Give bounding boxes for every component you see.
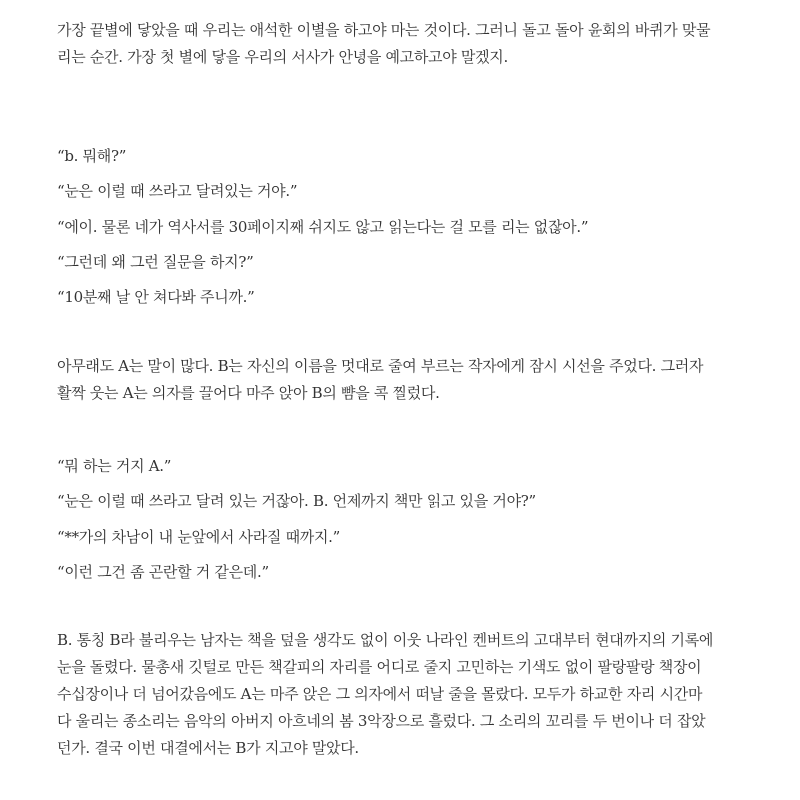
dialogue-line: “눈은 이럴 때 쓰라고 달려 있는 거잖아. B. 언제까지 책만 읽고 있을 거야?”	[57, 492, 536, 510]
paragraph-line: 활짝 웃는 A는 의자를 끌어다 마주 앉아 B의 뺨을 콕 찔렀다.	[57, 384, 440, 402]
paragraph-line: B. 통칭 B라 불리우는 남자는 책을 덮을 생각도 없이 이웃 나라인 켄버트의 고대부터 현대까지의 기록에	[57, 631, 714, 649]
middle-paragraph	[57, 353, 703, 407]
dialogue-line: “이런 그건 좀 곤란할 거 같은데.”	[57, 563, 269, 581]
paragraph-line: 아무래도 A는 말이 많다. B는 자신의 이름을 멋대로 줄여 부르는 작자에게 잠시 시선을 주었다. 그러자	[57, 357, 704, 375]
dialogue-line: “그런데 왜 그런 질문을 하지?”	[57, 253, 254, 271]
paragraph-line: 눈을 돌렸다. 물총새 깃털로 만든 책갈피의 자리를 어디로 줄지 고민하는 기색도 없이 팔랑팔랑 책장이	[57, 658, 702, 676]
intro-paragraph	[57, 17, 710, 71]
dialogue-line: “b. 뭐해?”	[57, 147, 127, 165]
paragraph-line: 다 울리는 종소리는 음악의 아버지 아흐네의 봄 3악장으로 흘렀다. 그 소리의 꼬리를 두 번이나 더 잡았	[57, 712, 706, 730]
dialogue-line: “에이. 물론 네가 역사서를 30페이지째 쉬지도 않고 읽는다는 걸 모를 리는 없잖아.”	[57, 218, 589, 236]
paragraph-line: 던가. 결국 이번 대결에서는 B가 지고야 말았다.	[57, 739, 359, 757]
paragraph-line: 수십장이나 더 넘어갔음에도 A는 마주 앉은 그 의자에서 떠날 줄을 몰랐다. 모두가 하교한 자리 시간마	[57, 685, 703, 703]
paragraph-line: 가장 끝별에 닿았을 때 우리는 애석한 이별을 하고야 마는 것이다. 그러니 돌고 돌아 윤회의 바퀴가 맞물	[57, 21, 711, 39]
paragraph-line: 리는 순간. 가장 첫 별에 닿을 우리의 서사가 안녕을 예고하고야 말겠지.	[57, 48, 508, 66]
dialogue-line: “뭐 하는 거지 A.”	[57, 457, 172, 475]
dialogue-line: “눈은 이럴 때 쓰라고 달려있는 거야.”	[57, 182, 298, 200]
closing-paragraph	[57, 627, 713, 762]
dialogue-line: “**가의 차남이 내 눈앞에서 사라질 때까지.”	[57, 528, 340, 546]
dialogue-line: “10분째 날 안 쳐다봐 주니까.”	[57, 288, 255, 306]
